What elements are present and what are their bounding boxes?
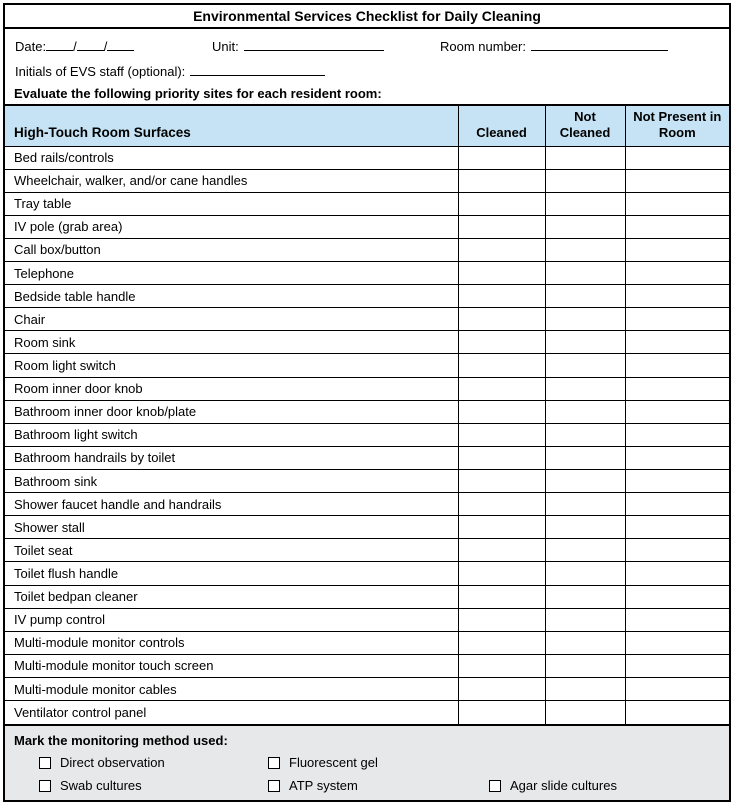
cleaned-cell[interactable] <box>458 631 545 654</box>
not-present-cell[interactable] <box>625 377 729 400</box>
cleaned-cell[interactable] <box>458 400 545 423</box>
column-header-not-present: Not Present in Room <box>625 105 729 146</box>
surface-name: IV pole (grab area) <box>5 215 458 238</box>
not-present-cell[interactable] <box>625 701 729 724</box>
table-row <box>5 262 729 285</box>
surfaces-table <box>5 104 729 724</box>
checkbox-label: ATP system <box>289 778 358 793</box>
surface-name: Bathroom handrails by toilet <box>5 446 458 469</box>
not-present-cell[interactable] <box>625 516 729 539</box>
room-number-blank[interactable] <box>531 37 668 51</box>
column-header-cleaned: Cleaned <box>458 105 545 146</box>
surface-name: IV pump control <box>5 608 458 631</box>
checkbox-fluorescent-gel[interactable] <box>268 755 378 770</box>
not-present-cell[interactable] <box>625 585 729 608</box>
surface-name: Bed rails/controls <box>5 146 458 169</box>
not-cleaned-cell[interactable] <box>545 169 625 192</box>
table-row <box>5 678 729 701</box>
table-row <box>5 146 729 169</box>
not-cleaned-cell[interactable] <box>545 562 625 585</box>
not-cleaned-cell[interactable] <box>545 262 625 285</box>
unit-label: Unit: <box>212 39 239 54</box>
table-row <box>5 654 729 677</box>
not-cleaned-cell[interactable] <box>545 215 625 238</box>
surface-name: Call box/button <box>5 238 458 261</box>
not-present-cell[interactable] <box>625 262 729 285</box>
checkbox-direct-observation[interactable] <box>39 755 165 770</box>
not-present-cell[interactable] <box>625 169 729 192</box>
not-cleaned-cell[interactable] <box>545 192 625 215</box>
table-row <box>5 631 729 654</box>
not-present-cell[interactable] <box>625 354 729 377</box>
cleaned-cell[interactable] <box>458 654 545 677</box>
not-cleaned-cell[interactable] <box>545 285 625 308</box>
cleaned-cell[interactable] <box>458 308 545 331</box>
initials-label: Initials of EVS staff (optional): <box>15 64 186 79</box>
surface-name: Multi-module monitor cables <box>5 678 458 701</box>
date-blank-year[interactable] <box>107 37 134 51</box>
not-cleaned-cell[interactable] <box>545 446 625 469</box>
cleaned-cell[interactable] <box>458 285 545 308</box>
checkbox-icon[interactable] <box>268 757 280 769</box>
not-cleaned-cell[interactable] <box>545 377 625 400</box>
initials-field-group <box>15 62 325 79</box>
checkbox-label: Swab cultures <box>60 778 142 793</box>
checkbox-icon[interactable] <box>39 780 51 792</box>
info-line-2 <box>5 62 729 82</box>
not-cleaned-cell[interactable] <box>545 146 625 169</box>
checkbox-agar-slide-cultures[interactable] <box>489 778 617 793</box>
not-present-cell[interactable] <box>625 192 729 215</box>
table-row <box>5 470 729 493</box>
surface-name: Bathroom light switch <box>5 423 458 446</box>
not-cleaned-cell[interactable] <box>545 331 625 354</box>
room-number-label: Room number: <box>440 39 526 54</box>
date-separator: / <box>103 39 108 54</box>
checkbox-label: Fluorescent gel <box>289 755 378 770</box>
not-present-cell[interactable] <box>625 678 729 701</box>
not-cleaned-cell[interactable] <box>545 470 625 493</box>
surface-name: Bathroom inner door knob/plate <box>5 400 458 423</box>
monitoring-row-2 <box>5 778 729 796</box>
not-present-cell[interactable] <box>625 423 729 446</box>
not-cleaned-cell[interactable] <box>545 539 625 562</box>
checkbox-atp-system[interactable] <box>268 778 358 793</box>
not-cleaned-cell[interactable] <box>545 585 625 608</box>
column-header-surfaces: High-Touch Room Surfaces <box>5 105 458 146</box>
cleaned-cell[interactable] <box>458 608 545 631</box>
cleaned-cell[interactable] <box>458 238 545 261</box>
table-row <box>5 562 729 585</box>
cleaned-cell[interactable] <box>458 516 545 539</box>
surface-name: Multi-module monitor touch screen <box>5 654 458 677</box>
not-cleaned-cell[interactable] <box>545 701 625 724</box>
surface-name: Ventilator control panel <box>5 701 458 724</box>
date-field-group <box>15 37 134 54</box>
not-cleaned-cell[interactable] <box>545 354 625 377</box>
surface-name: Toilet flush handle <box>5 562 458 585</box>
cleaned-cell[interactable] <box>458 192 545 215</box>
document-title: Environmental Services Checklist for Daily Cleaning <box>5 5 729 29</box>
table-row <box>5 169 729 192</box>
cleaned-cell[interactable] <box>458 423 545 446</box>
table-row <box>5 446 729 469</box>
surface-name: Toilet bedpan cleaner <box>5 585 458 608</box>
surface-name: Toilet seat <box>5 539 458 562</box>
monitoring-heading: Mark the monitoring method used: <box>14 733 228 748</box>
surface-name: Bedside table handle <box>5 285 458 308</box>
not-present-cell[interactable] <box>625 308 729 331</box>
not-present-cell[interactable] <box>625 215 729 238</box>
table-row <box>5 493 729 516</box>
table-row <box>5 400 729 423</box>
not-present-cell[interactable] <box>625 331 729 354</box>
not-cleaned-cell[interactable] <box>545 516 625 539</box>
surface-name: Room light switch <box>5 354 458 377</box>
not-present-cell[interactable] <box>625 238 729 261</box>
room-number-field-group <box>440 37 668 54</box>
not-present-cell[interactable] <box>625 608 729 631</box>
surface-name: Shower stall <box>5 516 458 539</box>
surface-name: Room inner door knob <box>5 377 458 400</box>
table-row <box>5 215 729 238</box>
not-cleaned-cell[interactable] <box>545 400 625 423</box>
not-cleaned-cell[interactable] <box>545 423 625 446</box>
instruction-text: Evaluate the following priority sites for each resident room: <box>14 86 382 101</box>
not-present-cell[interactable] <box>625 654 729 677</box>
surface-name: Room sink <box>5 331 458 354</box>
table-row <box>5 238 729 261</box>
monitoring-section <box>5 724 729 800</box>
table-row <box>5 539 729 562</box>
unit-blank[interactable] <box>244 37 384 51</box>
surface-name: Multi-module monitor controls <box>5 631 458 654</box>
date-blank-day[interactable] <box>77 37 104 51</box>
info-line-1 <box>5 37 729 57</box>
checkbox-icon[interactable] <box>39 757 51 769</box>
not-cleaned-cell[interactable] <box>545 608 625 631</box>
table-row <box>5 423 729 446</box>
table-row <box>5 585 729 608</box>
cleaned-cell[interactable] <box>458 493 545 516</box>
not-present-cell[interactable] <box>625 446 729 469</box>
surface-name: Chair <box>5 308 458 331</box>
cleaned-cell[interactable] <box>458 354 545 377</box>
initials-blank[interactable] <box>190 62 325 76</box>
date-separator: / <box>73 39 77 54</box>
not-present-cell[interactable] <box>625 285 729 308</box>
not-present-cell[interactable] <box>625 400 729 423</box>
table-header-row <box>5 105 729 146</box>
not-cleaned-cell[interactable] <box>545 678 625 701</box>
surface-name: Wheelchair, walker, and/or cane handles <box>5 169 458 192</box>
cleaned-cell[interactable] <box>458 262 545 285</box>
not-present-cell[interactable] <box>625 539 729 562</box>
table-row <box>5 608 729 631</box>
date-blank-month[interactable] <box>46 37 73 51</box>
cleaned-cell[interactable] <box>458 539 545 562</box>
table-row <box>5 701 729 724</box>
table-row <box>5 516 729 539</box>
not-present-cell[interactable] <box>625 631 729 654</box>
not-cleaned-cell[interactable] <box>545 654 625 677</box>
not-cleaned-cell[interactable] <box>545 308 625 331</box>
cleaned-cell[interactable] <box>458 215 545 238</box>
not-cleaned-cell[interactable] <box>545 631 625 654</box>
cleaned-cell[interactable] <box>458 169 545 192</box>
checkbox-icon[interactable] <box>489 780 501 792</box>
monitoring-row-1 <box>5 755 729 773</box>
column-header-not-cleaned: Not Cleaned <box>545 105 625 146</box>
cleaned-cell[interactable] <box>458 377 545 400</box>
table-row <box>5 308 729 331</box>
not-present-cell[interactable] <box>625 470 729 493</box>
not-cleaned-cell[interactable] <box>545 493 625 516</box>
cleaned-cell[interactable] <box>458 701 545 724</box>
date-label: Date: <box>15 39 47 54</box>
not-present-cell[interactable] <box>625 562 729 585</box>
table-row <box>5 192 729 215</box>
checklist-document <box>3 3 731 802</box>
checkbox-label: Agar slide cultures <box>510 778 617 793</box>
surface-name: Shower faucet handle and handrails <box>5 493 458 516</box>
table-row <box>5 377 729 400</box>
cleaned-cell[interactable] <box>458 446 545 469</box>
checkbox-swab-cultures[interactable] <box>39 778 142 793</box>
info-line-3 <box>5 86 729 106</box>
cleaned-cell[interactable] <box>458 146 545 169</box>
not-cleaned-cell[interactable] <box>545 238 625 261</box>
not-present-cell[interactable] <box>625 146 729 169</box>
cleaned-cell[interactable] <box>458 331 545 354</box>
checkbox-icon[interactable] <box>268 780 280 792</box>
unit-field-group <box>212 37 384 54</box>
cleaned-cell[interactable] <box>458 470 545 493</box>
surface-name: Telephone <box>5 262 458 285</box>
surface-name: Tray table <box>5 192 458 215</box>
surface-name: Bathroom sink <box>5 470 458 493</box>
not-present-cell[interactable] <box>625 493 729 516</box>
cleaned-cell[interactable] <box>458 678 545 701</box>
table-row <box>5 331 729 354</box>
cleaned-cell[interactable] <box>458 585 545 608</box>
table-row <box>5 354 729 377</box>
table-row <box>5 285 729 308</box>
checkbox-label: Direct observation <box>60 755 165 770</box>
cleaned-cell[interactable] <box>458 562 545 585</box>
